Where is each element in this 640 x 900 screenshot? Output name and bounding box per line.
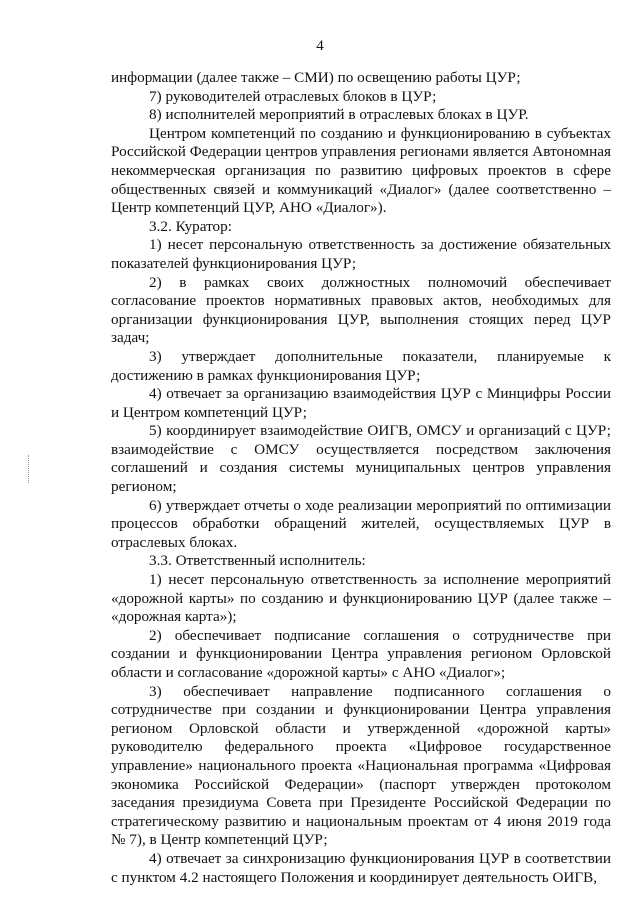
list-item: 5) координирует взаимодействие ОИГВ, ОМСУ и организаций с ЦУР; взаимодействие с ОМСУ осуществляется посредством заключения соглашений и создания системы муниципальных центров управления регионом;	[111, 422, 611, 496]
list-item: 8) исполнителей мероприятий в отраслевых блоках в ЦУР.	[149, 106, 529, 124]
list-item: 4) отвечает за организацию взаимодействия ЦУР с Минцифры России и Центром компетенций ЦУР;	[111, 385, 611, 421]
scan-edge-mark	[28, 455, 31, 483]
list-item: 4) отвечает за синхронизацию функционирования ЦУР в соответствии с пунктом 4.2 настоящего Положения и координирует деятельность ОИГВ,	[111, 849, 611, 886]
section-heading: 3.2. Куратор:	[149, 217, 232, 235]
list-item: 3) утверждает дополнительные показатели, планируемые к достижению в рамках функционирования ЦУР;	[111, 347, 611, 384]
page-number: 4	[316, 38, 324, 54]
document-body	[111, 69, 611, 887]
list-item: 2) обеспечивает подписание соглашения о сотрудничестве при создании и функционировании Центра управления регионом Орловской области и согласование «дорожной карты» с АНО «Диалог»;	[111, 626, 611, 681]
list-item: 6) утверждает отчеты о ходе реализации мероприятий по оптимизации процессов обработки обращений жителей, осуществляемых ЦУР в отраслевых блоках.	[111, 496, 611, 551]
list-item: 3) обеспечивает направление подписанного соглашения о сотрудничестве при создании и функционировании Центра управления регионом Орловской области и утвержденной «дорожной карты» руководителю федерального проекта «Цифровое государственное управление» национального проекта «Национальная программа «Цифровая экономика Российской Федерации» (паспорт утвержден протоколом заседания президиума Совета при Президенте Российской Федерации по стратегическому развитию и национальным проектам от 4 июня 2019 года № 7), в Центр компетенций ЦУР;	[111, 682, 611, 849]
list-item: 2) в рамках своих должностных полномочий обеспечивает согласование проектов нормативных правовых актов, необходимых для организации функционирования ЦУР, выполнения стоящих перед ЦУР задач;	[111, 273, 611, 347]
section-heading: 3.3. Ответственный исполнитель:	[149, 552, 366, 570]
list-item: 1) несет персональную ответственность за достижение обязательных показателей функционирования ЦУР;	[111, 236, 611, 272]
list-item: 7) руководителей отраслевых блоков в ЦУР;	[149, 87, 437, 105]
paragraph: информации (далее также – СМИ) по освещению работы ЦУР;	[111, 69, 521, 86]
list-item: 1) несет персональную ответственность за исполнение мероприятий «дорожной карты» по созданию и функционированию ЦУР (далее также – «дорожная карта»);	[111, 571, 611, 626]
paragraph: Центром компетенций по созданию и функционированию в субъектах Российской Федерации центров управления регионами является Автономная некоммерческая организация по развитию цифровых проектов в сфере общественных связей и коммуникаций «Диалог» (далее соответственно – Центр компетенций ЦУР, АНО «Диалог»).	[111, 124, 611, 217]
